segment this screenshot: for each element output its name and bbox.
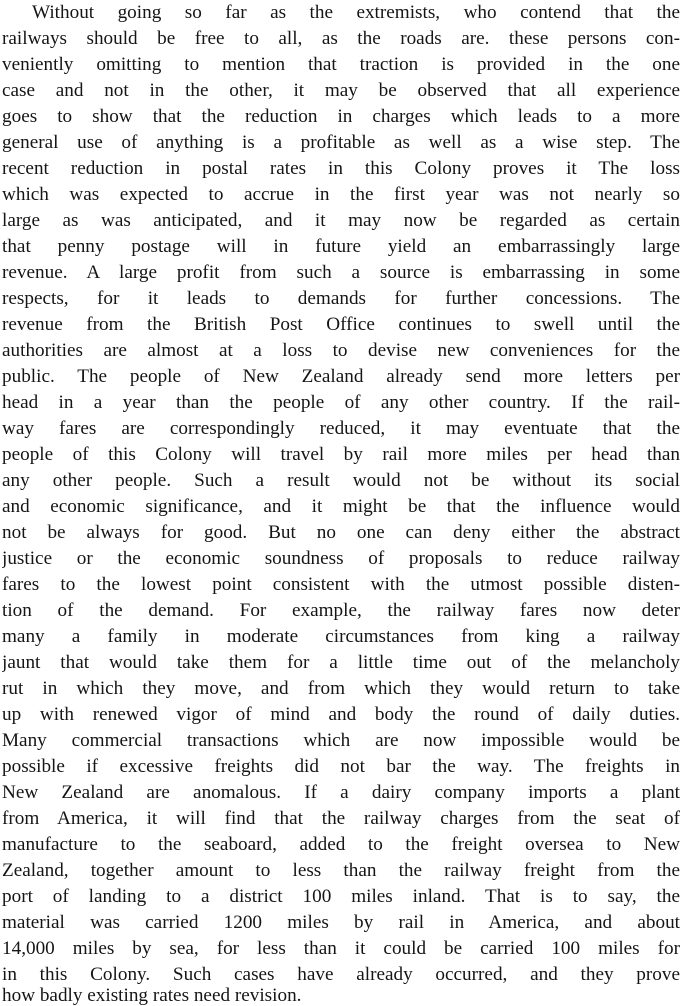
text-line: not be always for good. But no one can deny either the abstract [2, 522, 680, 543]
text-line: that penny postage will in future yield an embarrassingly large [2, 236, 680, 257]
text-line: port of landing to a district 100 miles inland. That is to say, the [2, 886, 680, 907]
text-line: authorities are almost at a loss to devise new conveniences for the [2, 340, 680, 361]
text-line: from America, it will find that the railway charges from the seat of [2, 808, 680, 829]
text-line: up with renewed vigor of mind and body the round of daily duties. [2, 704, 680, 725]
text-line: Zealand, together amount to less than the railway freight from the [2, 860, 680, 881]
text-line: recent reduction in postal rates in this Colony proves it The loss [2, 158, 680, 179]
text-line: jaunt that would take them for a little time out of the melancholy [2, 652, 680, 673]
text-line: case and not in the other, it may be observed that all experience [2, 80, 680, 101]
text-line: possible if excessive freights did not bar the way. The freights in [2, 756, 680, 777]
text-line: Many commercial transactions which are now impossible would be [2, 730, 680, 751]
text-line: many a family in moderate circumstances from king a railway [2, 626, 680, 647]
text-line: Without going so far as the extremists, who contend that the [32, 2, 680, 23]
text-line: general use of anything is a profitable as well as a wise step. The [2, 132, 680, 153]
text-line: respects, for it leads to demands for further concessions. The [2, 288, 680, 309]
text-line: revenue from the British Post Office continues to swell until the [2, 314, 680, 335]
text-line: New Zealand are anomalous. If a dairy company imports a plant [2, 782, 680, 803]
text-line: how badly existing rates need revision. [2, 985, 302, 1006]
text-line: and economic significance, and it might be that the influence would [2, 496, 680, 517]
text-line: which was expected to accrue in the first year was not nearly so [2, 184, 680, 205]
text-line: revenue. A large profit from such a source is embarrassing in some [2, 262, 680, 283]
text-line: justice or the economic soundness of proposals to reduce railway [2, 548, 680, 569]
text-line: tion of the demand. For example, the railway fares now deter [2, 600, 680, 621]
text-line: fares to the lowest point consistent with the utmost possible disten- [2, 574, 680, 595]
text-line: goes to show that the reduction in charges which leads to a more [2, 106, 680, 127]
text-line: any other people. Such a result would not be without its social [2, 470, 680, 491]
text-line: manufacture to the seaboard, added to the freight oversea to New [2, 834, 680, 855]
text-line: in this Colony. Such cases have already occurred, and they prove [2, 964, 680, 985]
text-line: material was carried 1200 miles by rail in America, and about [2, 912, 680, 933]
text-line: public. The people of New Zealand already send more letters per [2, 366, 680, 387]
text-line: way fares are correspondingly reduced, it may eventuate that the [2, 418, 680, 439]
text-line: 14,000 miles by sea, for less than it could be carried 100 miles for [2, 938, 680, 959]
text-line: railways should be free to all, as the roads are. these persons con- [2, 28, 680, 49]
text-line: head in a year than the people of any other country. If the rail- [2, 392, 680, 413]
text-line: rut in which they move, and from which they would return to take [2, 678, 680, 699]
text-line: veniently omitting to mention that traction is provided in the one [2, 54, 680, 75]
text-line: large as was anticipated, and it may now be regarded as certain [2, 210, 680, 231]
text-line: people of this Colony will travel by rail more miles per head than [2, 444, 680, 465]
